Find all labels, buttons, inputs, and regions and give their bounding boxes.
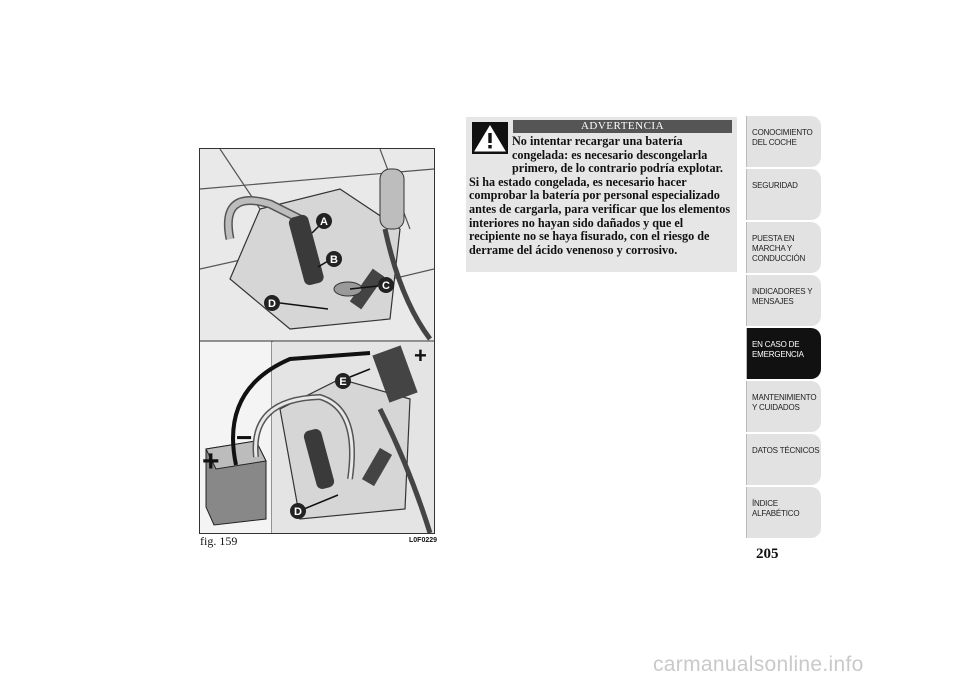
svg-text:D: D <box>268 298 276 310</box>
minus-sign: − <box>236 422 253 453</box>
warning-text: No intentar recargar una batería congelada: es necesario descongelarla primero, de lo contrario podría explotar. Si ha estado congelada, es necesario hacer comprobar la batería por personal especializado antes de cargarla, para verificar que los elementos interiores no hayan sido dañados y que el recipiente no se haya fisurado, con el riesgo de derrame del ácido venenoso y corrosivo. <box>469 134 731 257</box>
tab-conocimiento-del-coche[interactable]: CONOCIMIENTO DEL COCHE <box>746 116 821 167</box>
warning-box <box>466 117 737 272</box>
battery-figure <box>199 148 435 534</box>
figure-code: L0F0229 <box>409 537 438 544</box>
tab-datos-tecnicos[interactable]: DATOS TÉCNICOS <box>746 434 821 485</box>
svg-text:A: A <box>320 216 328 228</box>
tab-seguridad[interactable]: SEGURIDAD <box>746 169 821 220</box>
warning-text-block <box>469 135 733 257</box>
plus-sign-right: + <box>414 343 427 368</box>
tab-puesta-en-marcha[interactable]: PUESTA EN MARCHA Y CONDUCCIÓN <box>746 222 821 273</box>
figure-caption: fig. 159 <box>200 534 238 548</box>
battery-illustration <box>200 149 434 533</box>
svg-text:D: D <box>294 506 302 518</box>
watermark: carmanualsonline.info <box>653 653 864 676</box>
tab-indicadores-y-mensajes[interactable]: INDICADORES Y MENSAJES <box>746 275 821 326</box>
svg-text:E: E <box>339 376 347 388</box>
tab-en-caso-de-emergencia[interactable]: EN CASO DE EMERGENCIA <box>746 328 821 379</box>
warning-title: ADVERTENCIA <box>513 120 732 133</box>
plus-sign-left: + <box>202 445 220 478</box>
tab-mantenimiento-y-cuidados[interactable]: MANTENIMIENTO Y CUIDADOS <box>746 381 821 432</box>
svg-text:C: C <box>382 280 390 292</box>
svg-text:B: B <box>330 254 338 266</box>
page-number: 205 <box>756 546 779 562</box>
tab-indice-alfabetico[interactable]: ÍNDICE ALFABÉTICO <box>746 487 821 538</box>
chapter-tabs <box>746 116 821 540</box>
